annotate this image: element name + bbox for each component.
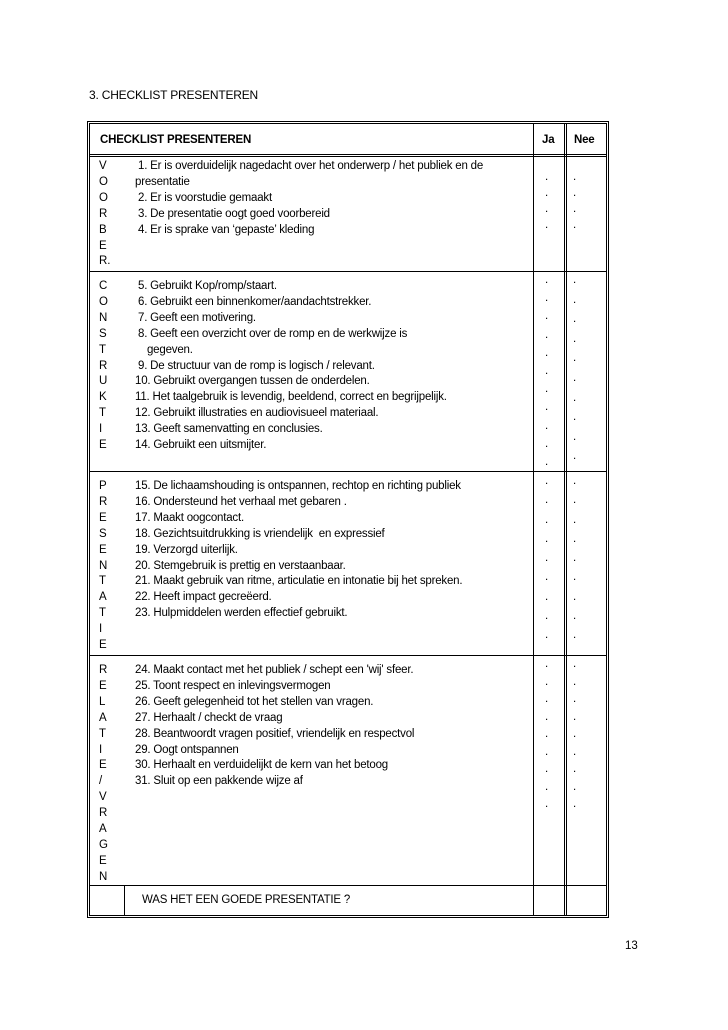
section-label-constructie: C O N S T R U K T I E xyxy=(99,280,108,452)
list-item: 20. Stemgebruik is prettig en verstaanbaar. xyxy=(135,559,346,572)
ja-mark: . xyxy=(545,590,549,603)
ja-mark: . xyxy=(545,763,549,775)
list-item: 16. Ondersteund het verhaal met gebaren . xyxy=(135,495,347,508)
ja-mark: . xyxy=(545,494,549,507)
ja-mark: . xyxy=(545,365,549,378)
ja-mark: . xyxy=(545,629,549,642)
ja-mark: . xyxy=(545,218,549,231)
ja-mark: . xyxy=(545,571,549,584)
list-item: 11. Het taalgebruik is levendig, beeldend, correct en begrijpelijk. xyxy=(135,391,447,404)
ja-mark: . xyxy=(545,437,549,450)
nee-mark: . xyxy=(573,763,577,775)
footer-question: WAS HET EEN GOEDE PRESENTATIE ? xyxy=(142,894,351,906)
nee-mark: . xyxy=(573,313,577,326)
nee-checkboxes xyxy=(573,656,576,814)
list-item: presentatie xyxy=(135,175,190,188)
list-item: 18. Gezichtsuitdrukking is vriendelijk en expressief xyxy=(135,527,385,540)
section-items-presentatie xyxy=(135,479,462,622)
ja-mark: . xyxy=(545,456,549,469)
nee-mark: . xyxy=(573,371,577,384)
ja-checkboxes xyxy=(545,656,548,814)
list-item: 28. Beantwoordt vragen positief, vriendelijk en respectvol xyxy=(135,727,415,740)
ja-column-divider xyxy=(533,124,534,915)
table-header-ja: Ja xyxy=(542,134,555,146)
nee-mark: . xyxy=(573,352,577,365)
ja-mark: . xyxy=(545,202,549,215)
list-item: 2. Er is voorstudie gemaakt xyxy=(135,191,272,204)
header-divider xyxy=(90,154,606,157)
nee-mark: . xyxy=(573,590,577,603)
nee-mark: . xyxy=(573,391,577,404)
nee-mark: . xyxy=(573,710,577,723)
nee-checkboxes xyxy=(573,170,576,234)
list-item: 3. De presentatie oogt goed voorbereid xyxy=(135,207,330,220)
ja-mark: . xyxy=(545,780,549,793)
ja-checkboxes xyxy=(545,472,548,646)
ja-mark: . xyxy=(545,745,549,758)
section-label-presentatie: P R E S E N T A T I E xyxy=(99,480,108,652)
ja-mark: . xyxy=(545,475,549,487)
ja-mark: . xyxy=(545,728,549,740)
list-item: 5. Gebruikt Kop/romp/staart. xyxy=(135,280,277,292)
nee-mark: . xyxy=(573,675,577,688)
list-item: 12. Gebruikt illustraties en audiovisueel materiaal. xyxy=(135,407,379,420)
list-item: 26. Geeft gelegenheid tot het stellen van vragen. xyxy=(135,695,374,708)
table-header-title: CHECKLIST PRESENTEREN xyxy=(100,134,252,146)
ja-mark: . xyxy=(545,328,549,341)
list-item: 6. Gebruikt een binnenkomer/aandachtstrekker. xyxy=(135,295,372,308)
nee-mark: . xyxy=(573,450,577,463)
list-item: 23. Hulpmiddelen werden effectief gebruikt. xyxy=(135,607,348,620)
nee-mark: . xyxy=(573,610,577,623)
footer-column-divider xyxy=(124,885,125,915)
page-number: 13 xyxy=(625,940,638,952)
section-items-constructie xyxy=(135,279,447,454)
section-items-relatie-vragen xyxy=(135,663,414,790)
nee-mark: . xyxy=(573,658,577,670)
nee-mark: . xyxy=(573,552,577,565)
list-item: 21. Maakt gebruik van ritme, articulatie en intonatie bij het spreken. xyxy=(135,575,463,588)
checklist-table xyxy=(87,121,609,918)
nee-mark: . xyxy=(573,728,577,740)
ja-mark: . xyxy=(545,532,549,545)
nee-mark: . xyxy=(573,274,577,286)
ja-mark: . xyxy=(545,710,549,723)
list-item: 10. Gebruikt overgangen tussen de onderdelen. xyxy=(135,375,370,388)
list-item: 13. Geeft samenvatting en conclusies. xyxy=(135,423,323,436)
nee-mark: . xyxy=(573,532,577,545)
section-items-voorbereiding xyxy=(135,159,483,239)
ja-mark: . xyxy=(545,419,549,432)
ja-mark: . xyxy=(545,610,549,623)
ja-mark: . xyxy=(545,274,549,286)
nee-mark: . xyxy=(573,745,577,758)
list-item: 31. Sluit op een pakkende wijze af xyxy=(135,775,303,788)
ja-mark: . xyxy=(545,552,549,565)
list-item: 7. Geeft een motivering. xyxy=(135,311,256,324)
nee-mark: . xyxy=(573,693,577,705)
nee-mark: . xyxy=(573,293,577,306)
ja-mark: . xyxy=(545,346,549,359)
ja-mark: . xyxy=(545,292,549,305)
list-item: 27. Herhaalt / checkt de vraag xyxy=(135,711,283,724)
ja-mark: . xyxy=(545,658,549,670)
nee-mark: . xyxy=(573,494,577,507)
nee-checkboxes xyxy=(573,472,576,646)
row-divider xyxy=(90,471,606,472)
list-item: 17. Maakt oogcontact. xyxy=(135,511,244,524)
page-heading: 3. CHECKLIST PRESENTEREN xyxy=(89,88,259,102)
ja-mark: . xyxy=(545,513,549,526)
nee-mark: . xyxy=(573,513,577,526)
list-item: 15. De lichaamshouding is ontspannen, rechtop en richting publiek xyxy=(135,480,461,492)
row-divider xyxy=(90,655,606,656)
nee-mark: . xyxy=(573,798,577,810)
ja-mark: . xyxy=(545,693,549,705)
list-item: 8. Geeft een overzicht over de romp en de werkwijze is xyxy=(135,327,408,340)
nee-mark: . xyxy=(573,171,577,183)
nee-mark: . xyxy=(573,186,577,199)
ja-mark: . xyxy=(545,171,549,183)
nee-mark: . xyxy=(573,571,577,584)
nee-mark: . xyxy=(573,411,577,424)
list-item: 29. Oogt ontspannen xyxy=(135,743,239,756)
list-item: 14. Gebruikt een uitsmijter. xyxy=(135,439,267,452)
nee-checkboxes xyxy=(573,271,576,467)
nee-mark: . xyxy=(573,218,577,231)
ja-mark: . xyxy=(545,798,549,810)
ja-mark: . xyxy=(545,675,549,688)
nee-mark: . xyxy=(573,332,577,345)
section-label-voorbereiding: V O O R B E R. xyxy=(99,160,111,268)
section-label-relatie-vragen: R E L A T I E / V R A G E N xyxy=(99,664,108,883)
list-item: 4. Er is sprake van ‘gepaste’ kleding xyxy=(135,223,315,236)
table-header-nee: Nee xyxy=(574,134,595,146)
row-divider xyxy=(90,885,606,886)
list-item: 1. Er is overduidelijk nagedacht over het onderwerp / het publiek en de xyxy=(135,160,484,172)
nee-column-divider xyxy=(564,124,567,915)
list-item: gegeven. xyxy=(135,343,193,356)
nee-mark: . xyxy=(573,202,577,215)
ja-mark: . xyxy=(545,383,549,396)
ja-mark: . xyxy=(545,186,549,199)
list-item: 19. Verzorgd uiterlijk. xyxy=(135,543,238,556)
nee-mark: . xyxy=(573,475,577,487)
ja-checkboxes xyxy=(545,271,548,471)
list-item: 30. Herhaalt en verduidelijkt de kern van het betoog xyxy=(135,759,388,772)
list-item: 24. Maakt contact met het publiek / schept een 'wij' sfeer. xyxy=(135,664,414,676)
list-item: 9. De structuur van de romp is logisch / relevant. xyxy=(135,359,375,372)
list-item: 22. Heeft impact gecreëerd. xyxy=(135,591,272,604)
ja-mark: . xyxy=(545,401,549,414)
ja-checkboxes xyxy=(545,170,548,234)
ja-mark: . xyxy=(545,310,549,323)
list-item: 25. Toont respect en inlevingsvermogen xyxy=(135,679,331,692)
nee-mark: . xyxy=(573,430,577,443)
nee-mark: . xyxy=(573,629,577,642)
row-divider xyxy=(90,271,606,272)
nee-mark: . xyxy=(573,780,577,793)
